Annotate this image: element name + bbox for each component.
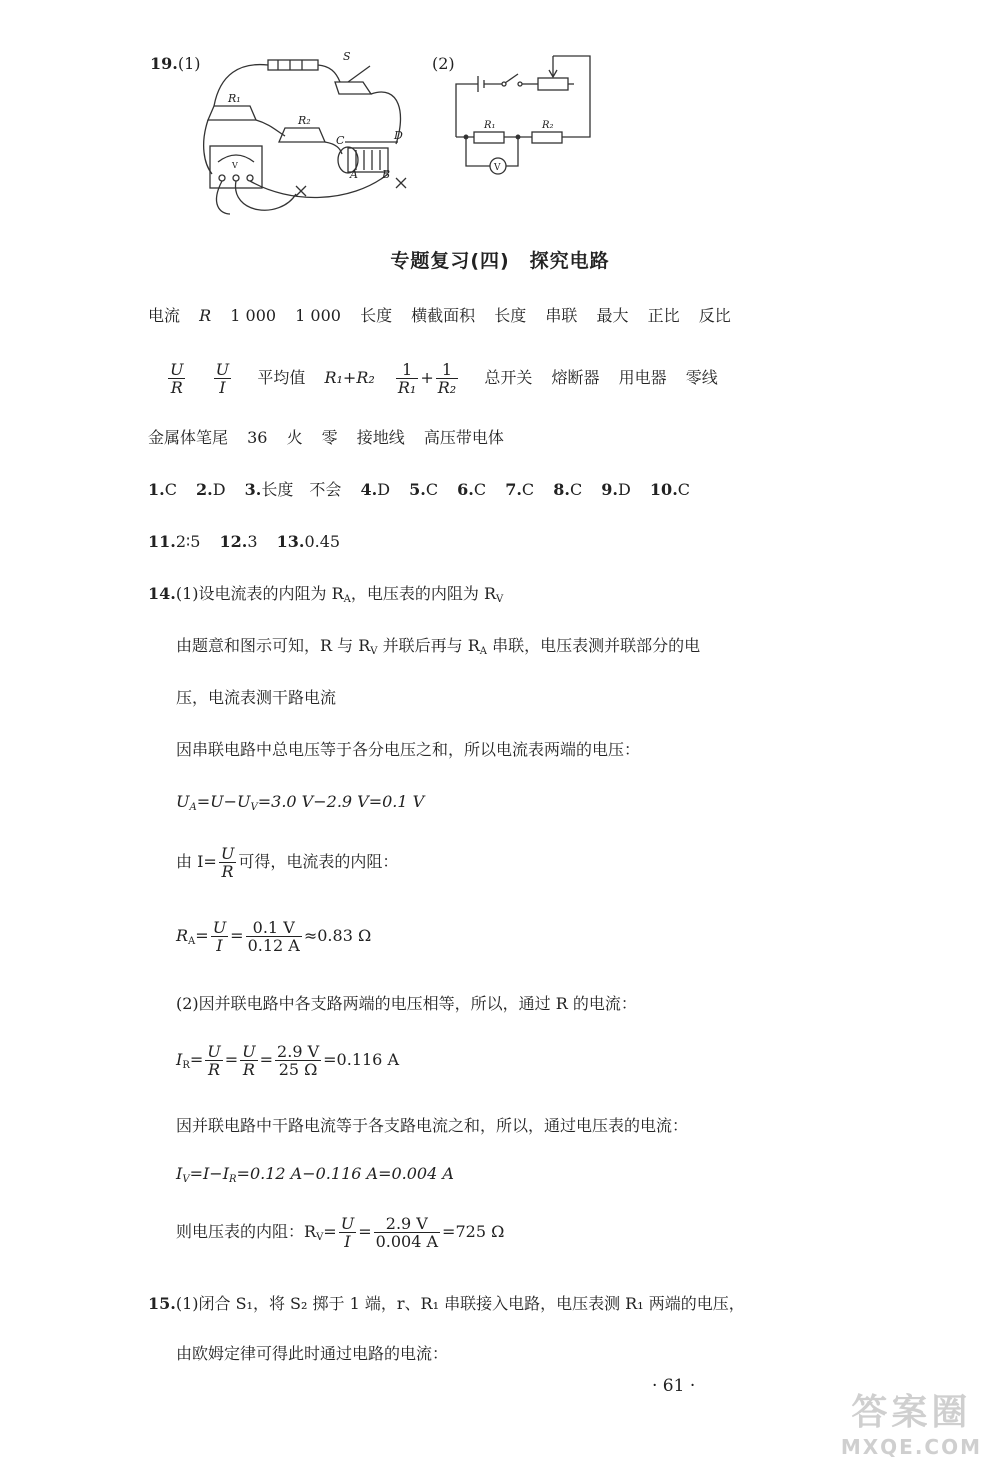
watermark: 答案圈 MXQE.COM [840, 1392, 982, 1459]
answer-line-1 [148, 304, 731, 328]
fraction-one-over-r1: $\frac{1}{\text{R₁}}$ [397, 360, 417, 397]
q14-line-7: $R_A=$ $\frac{U}{I}$ = $\frac{0.1 V}{0.12 A}$ ≈0.83 Ω [176, 918, 372, 955]
kw: 36 [247, 428, 268, 447]
q14-line-9: $I_R=$ $\frac{U}{R}$ = $\frac{U}{R}$ = $\frac{2.9 V}{25 \Omega}$ =0.116 A [176, 1042, 399, 1079]
q14-line-2: 由题意和图示可知，R 与 $R_V$ 并联后再与 $R_A$ 串联，电压表测并联部分的电 [176, 636, 701, 657]
kw: 长度 [494, 306, 527, 325]
kw: 零线 [685, 368, 718, 387]
switch-blade [505, 74, 518, 83]
choice-answers: 1.C 2.D 3.长度 不会 4.D 5.C 6.C 7.C 8.C 9.D 10.C [148, 480, 691, 499]
fraction-one-over-r2: $\frac{1}{\text{R₂}}$ [437, 360, 457, 397]
kw: 1 000 [230, 306, 277, 325]
kw: 熔断器 [551, 368, 600, 387]
q14-line-3: 压，电流表测干路电流 [176, 688, 337, 707]
fraction-u-over-i: $\frac{U}{I}$ [215, 360, 230, 397]
kw: 用电器 [618, 368, 667, 387]
switch-s [335, 82, 371, 94]
q15-line-2: 由欧姆定律可得此时通过电路的电流： [176, 1344, 449, 1363]
schematic-label-r1: R₁ [484, 120, 496, 131]
answer-line-2 [166, 358, 718, 398]
kw: 最大 [596, 306, 629, 325]
q14-line-4: 因串联电路中总电压等于各分电压之和，所以电流表两端的电压： [176, 740, 641, 759]
q15-line-1: 15.(1)闭合 S₁，将 S₂ 掷于 1 端，r、R₁ 串联接入电路，电压表测 R₁ 两端的电压， [148, 1294, 745, 1313]
kw: 正比 [647, 306, 680, 325]
q19-number: 19. [150, 54, 178, 73]
kw: 金属体笔尾 [148, 428, 229, 447]
voltmeter-label: V [232, 161, 238, 170]
answer-line-3 [148, 426, 504, 450]
label-r2: R₂ [298, 114, 311, 127]
q14-line-1: 14.(1)设电流表的内阻为 $R_A$，电压表的内阻为 $R_V$ [148, 584, 504, 605]
kw: 火 [286, 428, 303, 447]
q14-line-6: 由 I= $\frac{U}{R}$ 可得，电流表的内阻： [176, 844, 399, 881]
label-c: C [336, 134, 345, 147]
fraction-u-over-r: $\frac{U}{R}$ [170, 360, 184, 397]
kw: 平均值 [257, 368, 306, 387]
q19-part2: (2) [432, 54, 455, 73]
kw: R [199, 306, 212, 325]
kw: 总开关 [484, 368, 533, 387]
kw: 高压带电体 [423, 428, 504, 447]
schematic-label-r2: R₂ [542, 120, 554, 131]
resistor-r2-schematic [532, 132, 562, 143]
plus-sign: + [420, 368, 434, 387]
kw: 1 000 [295, 306, 341, 325]
section-title: 专题复习(四) 探究电路 [390, 250, 610, 272]
kw: 接地线 [356, 428, 405, 447]
q14-line-12: 则电压表的内阻：$R_V=$ $\frac{U}{I}$ = $\frac{2.9 V}{0.004 A}$ =725 Ω [176, 1214, 505, 1251]
q14-line-8: (2)因并联电路中各支路两端的电压相等，所以，通过 R 的电流： [176, 994, 637, 1013]
resistor-r1-block [208, 106, 256, 120]
q19-circuit-figure-2 [452, 52, 602, 184]
label-r1: R₁ [228, 92, 241, 105]
schematic-label-v: V [494, 163, 501, 173]
q19-part1: (1) [177, 54, 201, 73]
label-d: D [394, 129, 403, 142]
kw: 串联 [545, 306, 578, 325]
q14-line-11: $I_V=I-I_R=0.12$ A−0.116 A=0.004 A [176, 1164, 454, 1185]
battery-pack [268, 60, 318, 70]
q19-circuit-figure-1 [200, 44, 420, 220]
kw: R₁+R₂ [324, 368, 375, 387]
kw: 电流 [148, 306, 181, 325]
rheostat-schematic [538, 78, 568, 90]
resistor-r2-block [279, 128, 325, 142]
label-b: B [382, 168, 391, 181]
label-s: S [343, 50, 351, 63]
resistor-r1-schematic [474, 132, 504, 143]
kw: 反比 [698, 306, 731, 325]
fill-answers: 11.2∶5 12.3 13.0.45 [148, 532, 341, 551]
page-number: · 61 · [652, 1376, 696, 1396]
label-a: A [350, 168, 358, 181]
kw: 横截面积 [411, 306, 476, 325]
kw: 零 [321, 428, 338, 447]
kw: 长度 [360, 306, 393, 325]
q14-line-5: $U_A=U-U_V=3.0$ V−2.9 V=0.1 V [176, 792, 425, 813]
q14-line-10: 因并联电路中干路电流等于各支路电流之和，所以，通过电压表的电流： [176, 1116, 689, 1135]
